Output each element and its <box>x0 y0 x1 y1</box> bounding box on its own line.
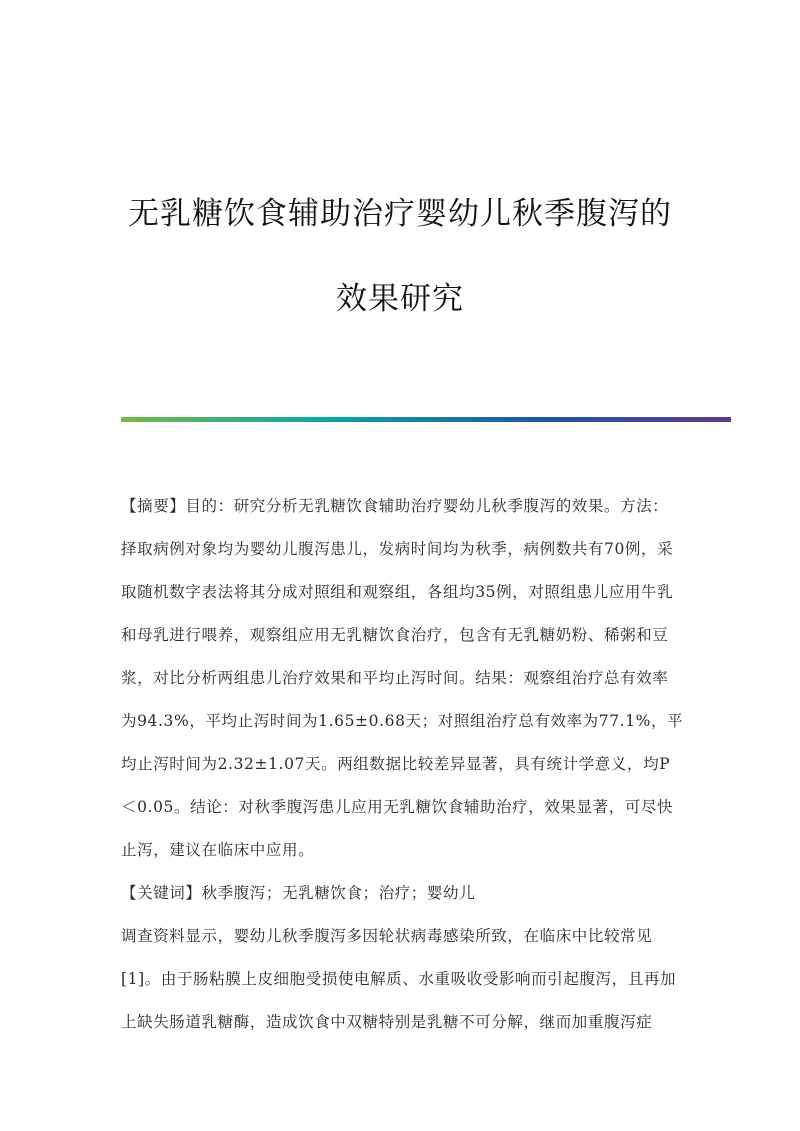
abstract-line: 止泻，建议在临床中应用。 <box>121 841 315 859</box>
abstract-line: 为94.3%，平均止泻时间为1.65±0.68天；对照组治疗总有效率为77.1%，平 <box>121 712 684 730</box>
keywords-line: 【关键词】秋季腹泻；无乳糖饮食；治疗；婴幼儿 <box>121 884 476 902</box>
abstract-line: 择取病例对象均为婴幼儿腹泻患儿，发病时间均为秋季，病例数共有70例，采 <box>121 540 674 558</box>
abstract-line: 均止泻时间为2.32±1.07天。两组数据比较差异显著，具有统计学意义，均P <box>121 755 671 773</box>
body-line: 上缺失肠道乳糖酶，造成饮食中双糖特别是乳糖不可分解，继而加重腹泻症 <box>121 1013 653 1031</box>
gradient-divider <box>121 417 731 422</box>
abstract-line: 和母乳进行喂养，观察组应用无乳糖饮食治疗，包含有无乳糖奶粉、稀粥和豆 <box>121 626 669 644</box>
abstract-line: 浆，对比分析两组患儿治疗效果和平均止泻时间。结果：观察组治疗总有效率 <box>121 669 669 687</box>
abstract-line: 取随机数字表法将其分成对照组和观察组，各组均35例，对照组患儿应用牛乳 <box>121 583 674 601</box>
abstract-line: 【摘要】目的：研究分析无乳糖饮食辅助治疗婴幼儿秋季腹泻的效果。方法： <box>121 497 669 515</box>
abstract-line: ＜0.05。结论：对秋季腹泻患儿应用无乳糖饮食辅助治疗，效果显著，可尽快 <box>121 798 674 816</box>
body-line: 调查资料显示，婴幼儿秋季腹泻多因轮状病毒感染所致，在临床中比较常见 <box>121 927 653 945</box>
document-title-line-1: 无乳糖饮食辅助治疗婴幼儿秋季腹泻的 <box>128 196 672 232</box>
body-line: [1]。由于肠粘膜上皮细胞受损使电解质、水重吸收受影响而引起腹泻，且再加 <box>121 970 677 988</box>
document-title-line-2: 效果研究 <box>336 281 464 317</box>
